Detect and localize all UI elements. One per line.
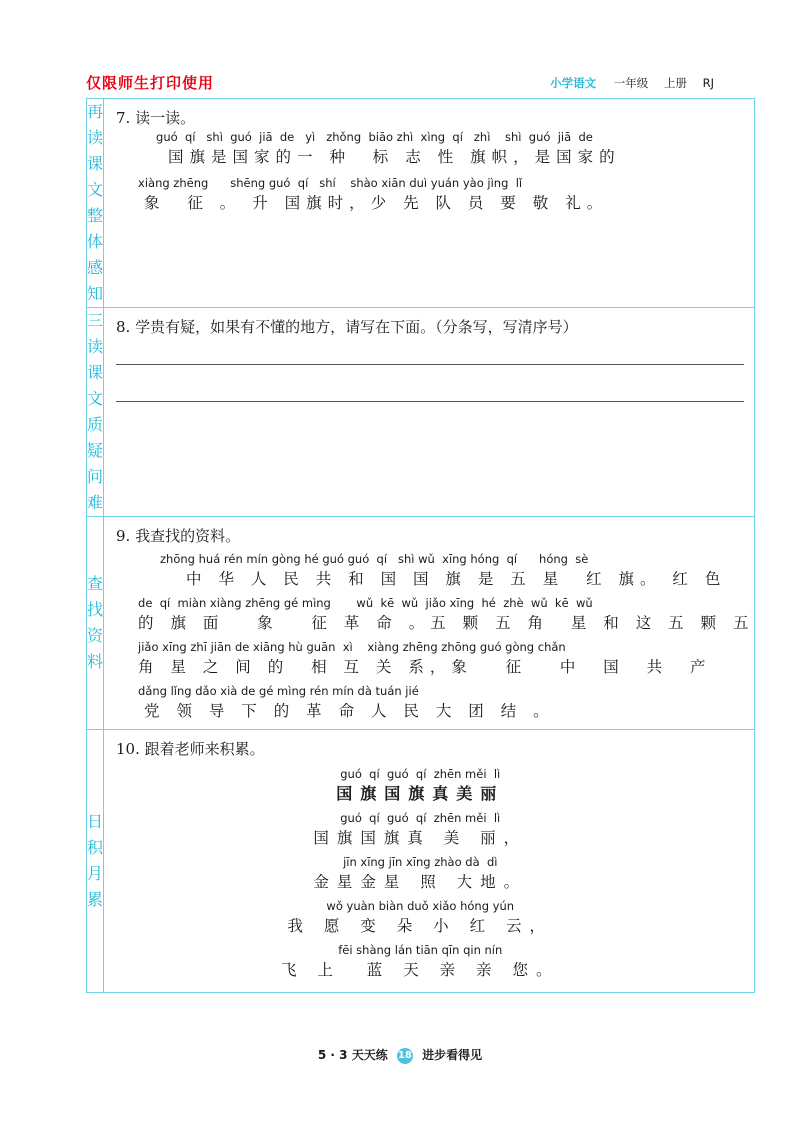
pinyin-line: fēi shàng lán tiān qīn qin nín bbox=[338, 943, 503, 957]
section-accumulate bbox=[87, 730, 755, 993]
pinyin-line: zhōng huá rén mín gòng hé guó guó qí shì wǔ xīng hóng qí hóng sè bbox=[160, 552, 589, 566]
poem-line: 金星金星 照 大地。 bbox=[313, 873, 528, 891]
page-footer bbox=[0, 1046, 800, 1064]
section-research bbox=[87, 517, 755, 730]
hanzi-line: 中 华 人 民 共 和 国 国 旗 是 五 星 红 旗。 红 色 bbox=[186, 570, 727, 588]
hanzi-line: 国旗是国家的一 种 标 志 性 旗帜，是国家的 bbox=[168, 148, 621, 166]
volume-label: 上册 bbox=[663, 76, 687, 90]
grade-label: 一年级 bbox=[613, 76, 649, 90]
section-label: 日积月累 bbox=[87, 730, 104, 993]
poem-title: 国旗国旗真美丽 bbox=[336, 784, 505, 803]
section-content bbox=[104, 308, 755, 517]
page-header bbox=[86, 70, 714, 94]
pinyin-line: jīn xīng jīn xīng zhào dà dì bbox=[343, 855, 498, 869]
hanzi-line: 角 星 之 间 的 相 互 关 系，象 征 中 国 共 产 bbox=[138, 658, 712, 676]
book-info bbox=[550, 75, 714, 91]
pinyin-line: de qí miàn xiàng zhēng gé mìng wǔ kē wǔ jiǎo xīng hé zhè wǔ kē wǔ bbox=[138, 596, 593, 610]
section-content bbox=[104, 99, 755, 308]
page-number-badge: 18 bbox=[397, 1048, 413, 1064]
footer-brand: 5 · 3 天天练 bbox=[317, 1048, 388, 1062]
poem-title-pinyin: guó qí guó qí zhēn měi lì bbox=[340, 767, 501, 781]
section-label: 查找资料 bbox=[87, 517, 104, 730]
edition-label: RJ bbox=[702, 76, 714, 90]
question-9-title: 9. 我查找的资料。 bbox=[116, 527, 241, 545]
hanzi-line: 党 领 导 下 的 革 命 人 民 大 团 结 。 bbox=[144, 702, 555, 720]
section-label: 再读课文 整体感知 bbox=[87, 99, 104, 308]
section-content bbox=[104, 517, 755, 730]
exercise-table bbox=[86, 98, 755, 993]
pinyin-line: xiàng zhēng shēng guó qí shí shào xiān duì yuán yào jìng lǐ bbox=[138, 176, 523, 190]
pinyin-line: guó qí shì guó jiā de yì zhǒng biāo zhì xìng qí zhì shì guó jiā de bbox=[156, 130, 593, 144]
pinyin-line: jiǎo xīng zhī jiān de xiāng hù guān xì xiàng zhēng zhōng guó gòng chǎn bbox=[138, 640, 566, 654]
subject-label: 小学语文 bbox=[550, 76, 597, 90]
question-10-title: 10. 跟着老师来积累。 bbox=[116, 740, 265, 758]
footer-slogan: 进步看得见 bbox=[422, 1048, 483, 1062]
section-reread bbox=[87, 99, 755, 308]
section-content bbox=[104, 730, 755, 993]
answer-line[interactable] bbox=[116, 401, 744, 402]
poem-line: 国旗国旗真 美 丽， bbox=[313, 829, 528, 847]
poem-line: 我 愿 变 朵 小 红 云， bbox=[287, 917, 554, 935]
question-7-title: 7. 读一读。 bbox=[116, 109, 196, 127]
poem bbox=[116, 766, 754, 982]
pinyin-line: wǒ yuàn biàn duǒ xiǎo hóng yún bbox=[326, 899, 515, 913]
pinyin-line: guó qí guó qí zhēn měi lì bbox=[340, 811, 501, 825]
poem-line: 飞 上 蓝 天 亲 亲 您。 bbox=[281, 961, 560, 979]
hanzi-line: 的 旗 面 象 征 革 命 。五 颗 五 角 星 和 这 五 颗 五 bbox=[138, 614, 755, 632]
section-questions bbox=[87, 308, 755, 517]
question-8-title: 8. 学贵有疑，如果有不懂的地方，请写在下面。（分条写，写清序号） bbox=[116, 318, 578, 336]
pinyin-line: dǎng lǐng dǎo xià de gé mìng rén mín dà tuán jié bbox=[138, 684, 419, 698]
usage-notice: 仅限师生打印使用 bbox=[86, 74, 215, 92]
section-label: 三读课文 质疑问难 bbox=[87, 308, 104, 517]
answer-line[interactable] bbox=[116, 364, 744, 365]
hanzi-line: 象 征 。 升 国旗时，少 先 队 员 要 敬 礼。 bbox=[144, 194, 609, 212]
